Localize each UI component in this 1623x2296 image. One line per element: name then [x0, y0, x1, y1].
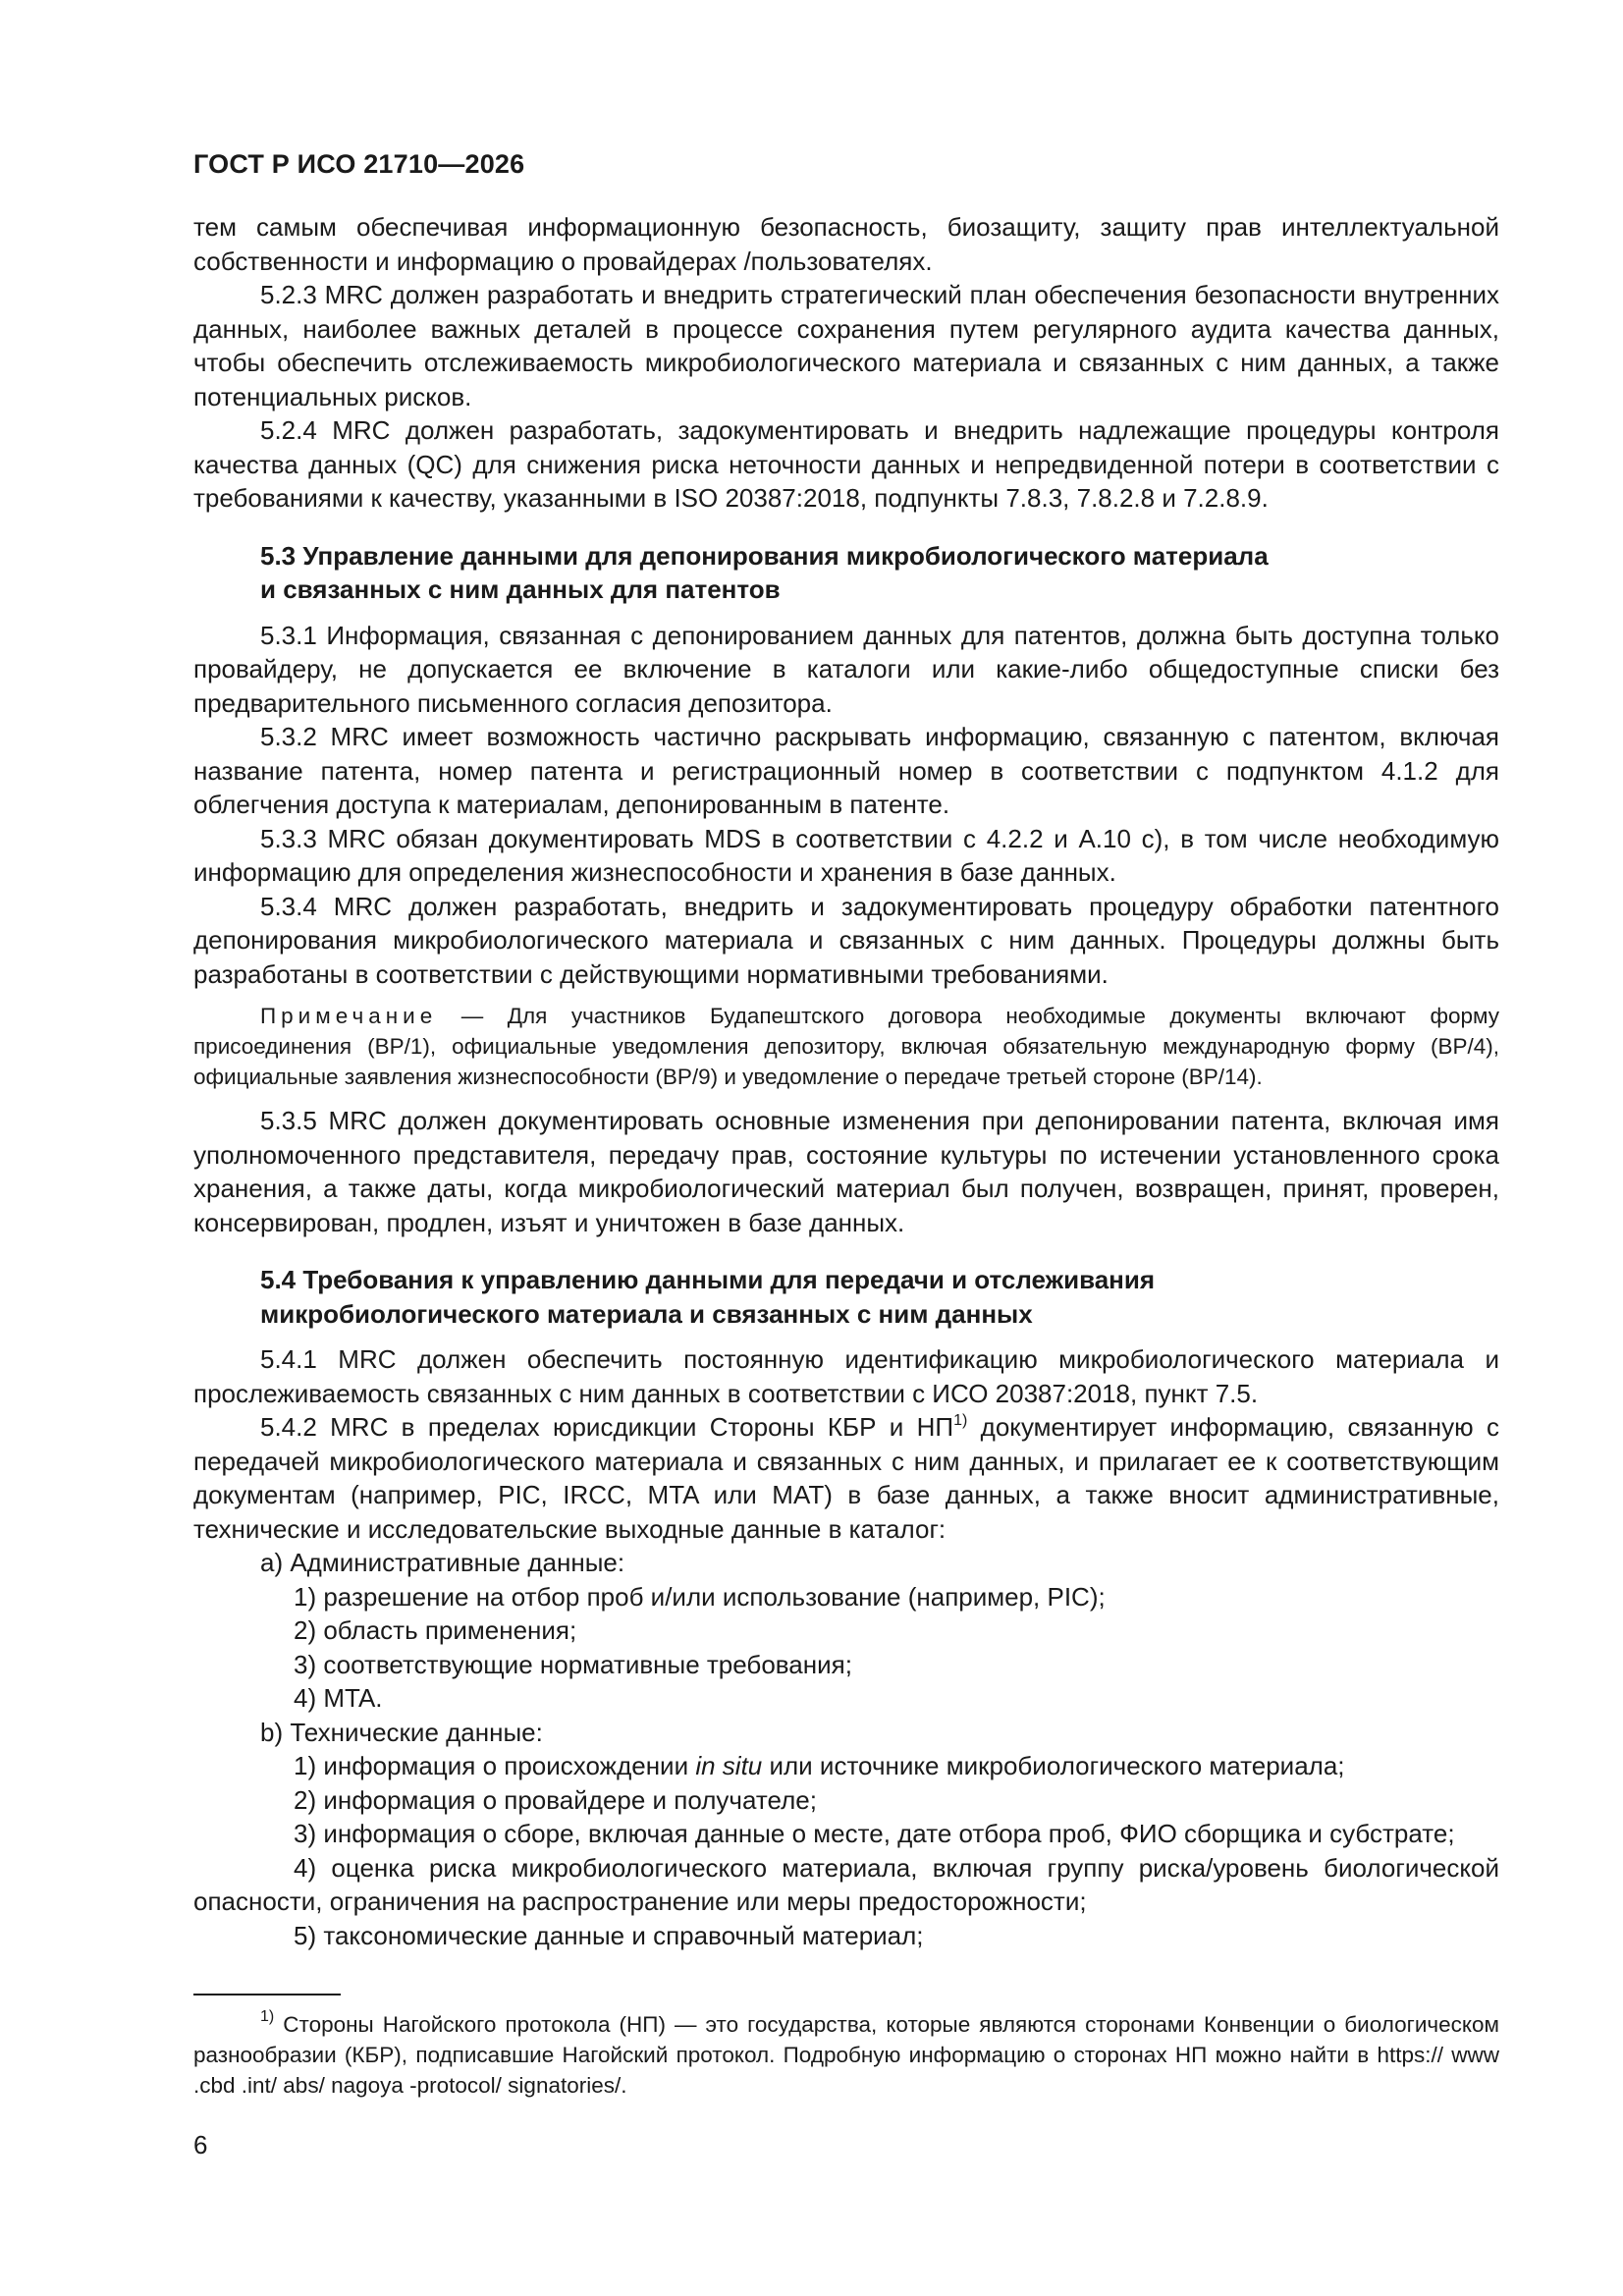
clause-5-4-1: 5.4.1 MRC должен обеспечить постоянную идентификацию микробиологического материала и прослеживаемость связанных с ним данных в соответствии с ИСО 20387:2018, пункт 7.5.: [193, 1344, 1499, 1408]
clause-5-3-3: 5.3.3 MRC обязан документировать MDS в соответствии с 4.2.2 и A.10 c), в том числе необходимую информацию для определения жизнеспособности и хранения в базе данных.: [193, 823, 1499, 887]
note-block: [193, 1001, 1499, 1092]
clause-5-4-2-text-end: документирует информацию, связанную с передачей микробиологического материала и связанных с ним данных, и прилагает ее к соответствующим документам (например, PIC, IRCC, MTA или MAT) в базе данных, а также вносит административные, технические и исследовательские выходные данные в каталог:: [193, 1412, 1499, 1544]
section-5-4-heading: [193, 1263, 1499, 1331]
list-item-b: b) Технические данные:: [260, 1717, 543, 1747]
intro-continuation: тем самым обеспечивая информационную безопасность, биозащиту, защиту прав интеллектуальной собственности и информацию о провайдерах /пользователях.: [193, 212, 1499, 276]
clause-5-2-3: 5.2.3 MRC должен разработать и внедрить стратегический план обеспечения безопасности внутренних данных, наиболее важных деталей в процессе сохранения путем регулярного аудита качества данных, чтобы обеспечить отслеживаемость микробиологического материала и связанных с ним данных, а также потенциальных рисков.: [193, 280, 1499, 411]
document-page: [193, 147, 1499, 2101]
list-item-a-3: 3) соответствующие нормативные требования;: [294, 1649, 852, 1679]
section-5-3-heading: [193, 539, 1499, 607]
list-item-a-1: 1) разрешение на отбор проб и/или использование (например, PIC);: [294, 1581, 1106, 1612]
list-item-b-1: [193, 1749, 1499, 1783]
note-label: Примечание: [260, 1004, 438, 1028]
list-item-b-3: 3) информация о сборе, включая данные о месте, дате отбора проб, ФИО сборщика и субстрате;: [294, 1819, 1455, 1848]
section-5-4-title-line1: 5.4 Требования к управлению данными для передачи и отслеживания: [260, 1265, 1156, 1294]
section-5-4-title-line2: микробиологического материала и связанных с ним данных: [260, 1298, 1033, 1329]
clause-5-4-2-text-start: 5.4.2 MRC в пределах юрисдикции Стороны КБР и НП: [260, 1412, 954, 1442]
footnote: [193, 2009, 1499, 2101]
footnote-reference: 1): [953, 1412, 968, 1429]
list-item-a: a) Административные данные:: [260, 1548, 625, 1577]
clause-5-3-5: 5.3.5 MRC должен документировать основные изменения при депонировании патента, включая имя уполномоченного представителя, передачу прав, состояние культуры по истечении установленного срока хранения, а также даты, когда микробиологический материал был получен, возвращен, принят, проверен, консервирован, продлен, изъят и уничтожен в базе данных.: [193, 1106, 1499, 1237]
page-number: 6: [193, 2130, 208, 2159]
clause-5-3-4: 5.3.4 MRC должен разработать, внедрить и задокументировать процедуру обработки патентного депонирования микробиологического материала и связанных с ним данных. Процедуры должны быть разработаны в соответствии с действующими нормативными требованиями.: [193, 891, 1499, 989]
list-item-b-2: 2) информация о провайдере и получателе;: [294, 1784, 817, 1815]
clause-5-4-2: [193, 1410, 1499, 1546]
note-text: — Для участников Будапештского договора необходимые документы включают форму присоединения (BP/1), официальные уведомления депозитору, включая обязательную международную форму (BP/4), официальные заявления жизнеспособности (BP/9) и уведомление о передаче третьей стороне (BP/14).: [193, 1004, 1499, 1089]
list-item-b-4: 4) оценка риска микробиологического материала, включая группу риска/уровень биологической опасности, ограничения на распространение или меры предосторожности;: [193, 1852, 1499, 1916]
list-item-a-2: 2) область применения;: [294, 1615, 577, 1645]
section-5-3-title-line2: и связанных с ним данных для патентов: [260, 574, 781, 604]
standard-designation: ГОСТ Р ИСО 21710—2026: [193, 149, 525, 179]
clause-5-2-4: 5.2.4 MRC должен разработать, задокументировать и внедрить надлежащие процедуры контроля качества данных (QC) для снижения риска неточности данных и непредвиденной потери в соответствии с требованиями к качеству, указанными в ISO 20387:2018, подпункты 7.8.3, 7.8.2.8 и 7.2.8.9.: [193, 415, 1499, 513]
list-item-b-1-end: или источнике микробиологического материала;: [762, 1751, 1345, 1780]
list-item-b-1-italic: in situ: [695, 1751, 763, 1780]
list-item-a-4: 4) MTA.: [294, 1683, 383, 1713]
footnote-marker: 1): [260, 2007, 275, 2025]
list-item-b-5: 5) таксономические данные и справочный материал;: [294, 1920, 924, 1950]
clause-5-3-2: 5.3.2 MRC имеет возможность частично раскрывать информацию, связанную с патентом, включая название патента, номер патента и регистрационный номер в соответствии с подпунктом 4.1.2 для облегчения доступа к материалам, депонированным в патенте.: [193, 722, 1499, 819]
section-5-3-title-line1: 5.3 Управление данными для депонирования микробиологического материала: [260, 540, 1269, 571]
clause-5-3-1: 5.3.1 Информация, связанная с депонированием данных для патентов, должна быть доступна только провайдеру, не допускается ее включение в каталоги или какие-либо общедоступные списки без предварительного письменного согласия депозитора.: [193, 620, 1499, 718]
footnote-text: Стороны Нагойского протокола (НП) — это государства, которые являются сторонами Конвенции о биологическом разнообразии (КБР), подписавшие Нагойский протокол. Подробную информацию о сторонах НП можно найти в https:// www .cbd .int/ abs/ nagoya -protocol/ signatories/.: [193, 2011, 1499, 2098]
footnote-divider: [193, 1994, 341, 1995]
list-item-b-1-start: 1) информация о происхождении: [294, 1751, 696, 1780]
